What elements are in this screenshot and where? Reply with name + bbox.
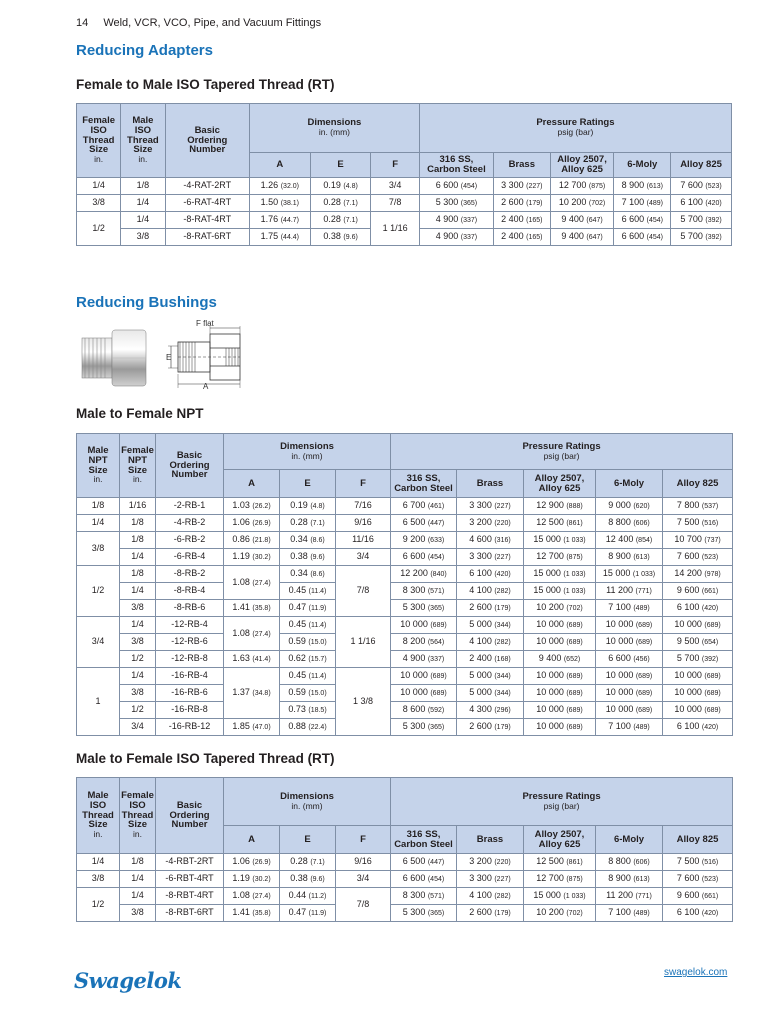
cell-dim-f: 1 1/16 [371, 212, 419, 246]
cell-pressure-316ss: 8 300 (571) [391, 583, 457, 600]
cell-pressure-316ss: 10 000 (689) [391, 685, 457, 702]
cell-pressure-316ss: 9 200 (633) [391, 532, 457, 549]
table-row [77, 702, 733, 719]
cell-dim-a: 1.75 (44.4) [249, 229, 310, 246]
cell-pressure-6-moly: 11 200 (771) [596, 888, 663, 905]
cell-dim-e: 0.47 (11.9) [280, 905, 336, 922]
cell-pressure-alloy-825: 10 000 (689) [663, 702, 733, 719]
cell-pressure-6-moly: 8 900 (613) [614, 178, 671, 195]
cell-pressure-6-moly: 10 000 (689) [596, 634, 663, 651]
table-row [77, 532, 733, 549]
cell-pressure-6-moly: 6 600 (454) [614, 229, 671, 246]
cell-ordering-number: -8-RB-2 [156, 566, 224, 583]
cell-pressure-6-moly: 7 100 (489) [596, 905, 663, 922]
table-male-to-female-iso [76, 777, 733, 922]
header-dim-f: F [336, 826, 391, 854]
cell-ordering-number: -8-RBT-6RT [156, 905, 224, 922]
cell-pressure-6-moly: 6 600 (454) [614, 212, 671, 229]
cell-male-size: 1/8 [77, 498, 120, 515]
cell-dim-a: 1.19 (30.2) [224, 549, 280, 566]
header-6-moly: 6-Moly [596, 470, 663, 498]
cell-female-size: 1/4 [120, 668, 156, 685]
cell-pressure-alloy-825: 9 600 (661) [663, 888, 733, 905]
cell-female-size: 1/2 [77, 212, 121, 246]
cell-ordering-number: -4-RBT-2RT [156, 854, 224, 871]
cell-ordering-number: -8-RAT-6RT [165, 229, 249, 246]
cell-pressure-316ss: 5 300 (365) [391, 600, 457, 617]
swagelok-logo: Swagelok [74, 968, 182, 993]
cell-dim-e: 0.19 (4.8) [310, 178, 371, 195]
table-male-to-female-npt [76, 433, 733, 736]
cell-ordering-number: -8-RBT-4RT [156, 888, 224, 905]
cell-dim-f: 3/4 [371, 178, 419, 195]
cell-dim-e: 0.38 (9.6) [280, 871, 336, 888]
cell-pressure-alloy-2507: 10 000 (689) [524, 668, 596, 685]
cell-male-size: 1/8 [121, 178, 165, 195]
header-316ss: 316 SS, Carbon Steel [391, 826, 457, 854]
cell-female-size: 1/8 [120, 854, 156, 871]
cell-pressure-316ss: 5 300 (365) [391, 905, 457, 922]
cell-dim-f: 11/16 [336, 532, 391, 549]
bushing-drawing [168, 326, 240, 388]
cell-female-size: 1/8 [120, 515, 156, 532]
page-number: 14 [76, 17, 89, 29]
cell-pressure-316ss: 6 600 (454) [419, 178, 493, 195]
cell-pressure-alloy-2507: 9 400 (652) [524, 651, 596, 668]
cell-pressure-brass: 2 600 (179) [457, 600, 524, 617]
cell-dim-e: 0.45 (11.4) [280, 583, 336, 600]
table-row [77, 905, 733, 922]
cell-pressure-brass: 2 400 (165) [494, 212, 551, 229]
cell-pressure-6-moly: 10 000 (689) [596, 668, 663, 685]
table-row [77, 888, 733, 905]
cell-dim-a: 1.50 (38.1) [249, 195, 310, 212]
section-title-reducing-adapters: Reducing Adapters [76, 42, 213, 59]
cell-pressure-brass: 2 600 (179) [457, 905, 524, 922]
table-row [77, 515, 733, 532]
cell-pressure-brass: 2 400 (168) [457, 651, 524, 668]
cell-dim-a: 1.19 (30.2) [224, 871, 280, 888]
cell-female-size: 3/8 [77, 195, 121, 212]
cell-dim-f: 9/16 [336, 854, 391, 871]
cell-dim-e: 0.59 (15.0) [280, 634, 336, 651]
cell-pressure-316ss: 5 300 (365) [391, 719, 457, 736]
cell-ordering-number: -16-RB-4 [156, 668, 224, 685]
cell-pressure-316ss: 12 200 (840) [391, 566, 457, 583]
bushing-photo [82, 330, 146, 386]
cell-pressure-alloy-825: 7 600 (523) [663, 871, 733, 888]
a-label: A [203, 382, 209, 390]
cell-dim-f: 9/16 [336, 515, 391, 532]
header-dim-a: A [224, 826, 280, 854]
cell-pressure-6-moly: 7 100 (489) [596, 719, 663, 736]
cell-ordering-number: -12-RB-8 [156, 651, 224, 668]
cell-pressure-316ss: 6 500 (447) [391, 854, 457, 871]
cell-pressure-alloy-825: 7 500 (516) [663, 515, 733, 532]
cell-pressure-6-moly: 8 800 (606) [596, 854, 663, 871]
cell-female-size: 1/4 [120, 583, 156, 600]
cell-pressure-alloy-2507: 10 000 (689) [524, 634, 596, 651]
header-316ss: 316 SS, Carbon Steel [419, 153, 493, 178]
cell-pressure-6-moly: 10 000 (689) [596, 702, 663, 719]
table-row [77, 566, 733, 583]
cell-female-size: 3/8 [120, 905, 156, 922]
cell-pressure-alloy-825: 9 600 (661) [663, 583, 733, 600]
cell-female-size: 1/4 [120, 871, 156, 888]
cell-pressure-6-moly: 8 900 (613) [596, 549, 663, 566]
cell-pressure-alloy-825: 10 700 (737) [663, 532, 733, 549]
cell-pressure-brass: 3 300 (227) [457, 871, 524, 888]
cell-pressure-alloy-825: 10 000 (689) [663, 668, 733, 685]
cell-dim-e: 0.59 (15.0) [280, 685, 336, 702]
cell-pressure-alloy-2507: 12 500 (861) [524, 515, 596, 532]
cell-male-size: 1 [77, 668, 120, 736]
cell-male-size: 3/8 [77, 532, 120, 566]
table-row [77, 498, 733, 515]
cell-dim-e: 0.38 (9.6) [280, 549, 336, 566]
cell-dim-a: 1.08 (27.4) [224, 566, 280, 600]
cell-ordering-number: -6-RAT-4RT [165, 195, 249, 212]
cell-pressure-6-moly: 6 600 (456) [596, 651, 663, 668]
cell-pressure-alloy-825: 6 100 (420) [663, 719, 733, 736]
header-female-size: Female NPT Size in. [120, 434, 156, 498]
header-dim-f: F [371, 153, 419, 178]
cell-pressure-alloy-825: 5 700 (392) [663, 651, 733, 668]
cell-dim-a: 1.08 (27.4) [224, 888, 280, 905]
cell-pressure-alloy-2507: 12 700 (875) [550, 178, 614, 195]
cell-male-size: 1/4 [121, 195, 165, 212]
table-row [77, 685, 733, 702]
cell-pressure-316ss: 8 200 (564) [391, 634, 457, 651]
cell-dim-a: 1.06 (26.9) [224, 854, 280, 871]
cell-dim-a: 1.76 (44.7) [249, 212, 310, 229]
header-ordering-number: Basic Ordering Number [156, 434, 224, 498]
header-male-size: Male NPT Size in. [77, 434, 120, 498]
header-alloy-825: Alloy 825 [663, 826, 733, 854]
cell-pressure-6-moly: 8 800 (606) [596, 515, 663, 532]
header-alloy-2507: Alloy 2507, Alloy 625 [524, 826, 596, 854]
cell-dim-e: 0.62 (15.7) [280, 651, 336, 668]
header-6-moly: 6-Moly [596, 826, 663, 854]
cell-pressure-316ss: 10 000 (689) [391, 617, 457, 634]
cell-pressure-alloy-2507: 9 400 (647) [550, 212, 614, 229]
table-row [77, 617, 733, 634]
cell-ordering-number: -6-RB-2 [156, 532, 224, 549]
cell-pressure-brass: 4 300 (296) [457, 702, 524, 719]
cell-male-size: 1/4 [77, 515, 120, 532]
cell-dim-f: 7/8 [371, 195, 419, 212]
cell-ordering-number: -6-RB-4 [156, 549, 224, 566]
cell-pressure-alloy-2507: 10 000 (689) [524, 685, 596, 702]
cell-pressure-alloy-825: 7 500 (516) [663, 854, 733, 871]
header-female-size: Female ISO Thread Size in. [77, 104, 121, 178]
f-flat-label: F flat [196, 319, 214, 328]
cell-pressure-brass: 4 100 (282) [457, 888, 524, 905]
cell-dim-e: 0.44 (11.2) [280, 888, 336, 905]
cell-pressure-316ss: 6 600 (454) [391, 871, 457, 888]
cell-male-size: 1/4 [77, 854, 120, 871]
table-row [77, 719, 733, 736]
header-alloy-825: Alloy 825 [671, 153, 732, 178]
header-dimensions: Dimensions in. (mm) [249, 104, 419, 153]
cell-pressure-316ss: 6 700 (461) [391, 498, 457, 515]
cell-pressure-6-moly: 9 000 (620) [596, 498, 663, 515]
e-label: E [166, 353, 172, 362]
page-header [76, 17, 321, 29]
cell-pressure-6-moly: 7 100 (489) [596, 600, 663, 617]
header-6-moly: 6-Moly [614, 153, 671, 178]
table-row [77, 651, 733, 668]
cell-pressure-brass: 5 000 (344) [457, 668, 524, 685]
cell-dim-a: 0.86 (21.8) [224, 532, 280, 549]
cell-pressure-alloy-825: 7 600 (523) [663, 549, 733, 566]
header-male-size: Male ISO Thread Size in. [77, 778, 120, 854]
cell-pressure-alloy-2507: 12 700 (875) [524, 871, 596, 888]
cell-female-size: 3/4 [120, 719, 156, 736]
cell-pressure-alloy-825: 10 000 (689) [663, 617, 733, 634]
header-dim-a: A [224, 470, 280, 498]
table-title-female-to-male-iso: Female to Male ISO Tapered Thread (RT) [76, 77, 335, 92]
cell-pressure-alloy-825: 6 100 (420) [663, 600, 733, 617]
cell-pressure-6-moly: 11 200 (771) [596, 583, 663, 600]
cell-pressure-alloy-2507: 9 400 (647) [550, 229, 614, 246]
cell-dim-a: 1.06 (26.9) [224, 515, 280, 532]
cell-dim-f: 7/16 [336, 498, 391, 515]
cell-pressure-6-moly: 12 400 (854) [596, 532, 663, 549]
header-dimensions: Dimensions in. (mm) [224, 434, 391, 470]
cell-pressure-alloy-2507: 10 000 (689) [524, 617, 596, 634]
header-brass: Brass [457, 470, 524, 498]
cell-dim-e: 0.38 (9.6) [310, 229, 371, 246]
table-row [77, 178, 732, 195]
cell-pressure-alloy-2507: 10 000 (689) [524, 702, 596, 719]
cell-pressure-brass: 3 300 (227) [494, 178, 551, 195]
cell-dim-f: 1 3/8 [336, 668, 391, 736]
cell-pressure-alloy-2507: 10 200 (702) [550, 195, 614, 212]
cell-pressure-6-moly: 10 000 (689) [596, 617, 663, 634]
header-pressure-ratings: Pressure Ratings psig (bar) [391, 778, 733, 826]
cell-pressure-316ss: 4 900 (337) [391, 651, 457, 668]
cell-male-size: 1/2 [77, 888, 120, 922]
cell-pressure-brass: 2 600 (179) [457, 719, 524, 736]
cell-pressure-316ss: 10 000 (689) [391, 668, 457, 685]
running-title: Weld, VCR, VCO, Pipe, and Vacuum Fittings [103, 17, 322, 29]
header-alloy-2507: Alloy 2507, Alloy 625 [550, 153, 614, 178]
cell-pressure-brass: 4 100 (282) [457, 634, 524, 651]
header-male-size: Male ISO Thread Size in. [121, 104, 165, 178]
table-row [77, 668, 733, 685]
cell-female-size: 3/8 [120, 600, 156, 617]
cell-pressure-316ss: 4 900 (337) [419, 229, 493, 246]
cell-female-size: 1/4 [120, 549, 156, 566]
table-title-male-to-female-iso: Male to Female ISO Tapered Thread (RT) [76, 751, 335, 766]
cell-pressure-alloy-2507: 10 200 (702) [524, 600, 596, 617]
header-dim-a: A [249, 153, 310, 178]
header-brass: Brass [494, 153, 551, 178]
cell-female-size: 1/8 [120, 566, 156, 583]
cell-pressure-6-moly: 15 000 (1 033) [596, 566, 663, 583]
cell-dim-a: 1.37 (34.8) [224, 668, 280, 719]
cell-pressure-alloy-2507: 15 000 (1 033) [524, 566, 596, 583]
cell-pressure-brass: 2 600 (179) [494, 195, 551, 212]
cell-female-size: 1/8 [120, 532, 156, 549]
cell-male-size: 3/8 [121, 229, 165, 246]
cell-pressure-alloy-825: 7 800 (537) [663, 498, 733, 515]
cell-dim-a: 1.41 (35.8) [224, 905, 280, 922]
cell-pressure-6-moly: 10 000 (689) [596, 685, 663, 702]
cell-male-size: 1/4 [121, 212, 165, 229]
cell-dim-e: 0.34 (8.6) [280, 532, 336, 549]
cell-dim-e: 0.28 (7.1) [280, 854, 336, 871]
header-alloy-825: Alloy 825 [663, 470, 733, 498]
cell-dim-e: 0.45 (11.4) [280, 617, 336, 634]
header-pressure-ratings: Pressure Ratings psig (bar) [419, 104, 731, 153]
table-row [77, 195, 732, 212]
reducing-bushing-diagram [78, 318, 248, 390]
section-title-reducing-bushings: Reducing Bushings [76, 294, 217, 311]
header-ordering-number: Basic Ordering Number [165, 104, 249, 178]
cell-ordering-number: -16-RB-8 [156, 702, 224, 719]
cell-pressure-alloy-2507: 10 200 (702) [524, 905, 596, 922]
cell-pressure-alloy-2507: 12 900 (888) [524, 498, 596, 515]
header-pressure-ratings: Pressure Ratings psig (bar) [391, 434, 733, 470]
cell-female-size: 1/2 [120, 651, 156, 668]
cell-female-size: 1/4 [120, 617, 156, 634]
cell-ordering-number: -8-RB-6 [156, 600, 224, 617]
table-row [77, 212, 732, 229]
cell-pressure-alloy-825: 5 700 (392) [671, 212, 732, 229]
header-ordering-number: Basic Ordering Number [156, 778, 224, 854]
header-dim-e: E [280, 470, 336, 498]
cell-pressure-alloy-2507: 15 000 (1 033) [524, 532, 596, 549]
cell-dim-e: 0.28 (7.1) [310, 195, 371, 212]
cell-dim-f: 3/4 [336, 549, 391, 566]
cell-ordering-number: -8-RAT-4RT [165, 212, 249, 229]
cell-dim-f: 7/8 [336, 566, 391, 617]
cell-male-size: 3/8 [77, 871, 120, 888]
table-title-male-to-female-npt: Male to Female NPT [76, 406, 204, 421]
cell-pressure-alloy-2507: 15 000 (1 033) [524, 888, 596, 905]
cell-dim-e: 0.28 (7.1) [280, 515, 336, 532]
cell-dim-e: 0.45 (11.4) [280, 668, 336, 685]
cell-pressure-alloy-825: 14 200 (978) [663, 566, 733, 583]
cell-pressure-alloy-2507: 15 000 (1 033) [524, 583, 596, 600]
cell-male-size: 1/2 [77, 566, 120, 617]
cell-dim-e: 0.47 (11.9) [280, 600, 336, 617]
header-female-size: Female ISO Thread Size in. [120, 778, 156, 854]
cell-pressure-316ss: 5 300 (365) [419, 195, 493, 212]
cell-pressure-alloy-825: 9 500 (654) [663, 634, 733, 651]
cell-pressure-brass: 4 600 (316) [457, 532, 524, 549]
cell-pressure-brass: 3 200 (220) [457, 854, 524, 871]
cell-ordering-number: -8-RB-4 [156, 583, 224, 600]
cell-pressure-316ss: 6 500 (447) [391, 515, 457, 532]
table-row [77, 549, 733, 566]
cell-dim-e: 0.28 (7.1) [310, 212, 371, 229]
header-dim-e: E [280, 826, 336, 854]
table-row [77, 600, 733, 617]
cell-female-size: 1/2 [120, 702, 156, 719]
cell-dim-a: 1.08 (27.4) [224, 617, 280, 651]
cell-pressure-316ss: 8 600 (592) [391, 702, 457, 719]
cell-dim-e: 0.73 (18.5) [280, 702, 336, 719]
cell-ordering-number: -16-RB-12 [156, 719, 224, 736]
header-dim-e: E [310, 153, 371, 178]
cell-dim-f: 1 1/16 [336, 617, 391, 668]
cell-pressure-alloy-825: 6 100 (420) [671, 195, 732, 212]
cell-ordering-number: -2-RB-1 [156, 498, 224, 515]
table-row [77, 634, 733, 651]
cell-pressure-316ss: 8 300 (571) [391, 888, 457, 905]
cell-pressure-alloy-2507: 12 700 (875) [524, 549, 596, 566]
cell-pressure-brass: 3 200 (220) [457, 515, 524, 532]
cell-ordering-number: -12-RB-4 [156, 617, 224, 634]
cell-dim-e: 0.34 (8.6) [280, 566, 336, 583]
cell-dim-a: 1.03 (26.2) [224, 498, 280, 515]
header-alloy-2507: Alloy 2507, Alloy 625 [524, 470, 596, 498]
cell-dim-f: 3/4 [336, 871, 391, 888]
cell-pressure-brass: 3 300 (227) [457, 498, 524, 515]
cell-pressure-316ss: 4 900 (337) [419, 212, 493, 229]
swagelok-link[interactable]: swagelok.com [664, 967, 728, 978]
table-row [77, 583, 733, 600]
cell-female-size: 1/16 [120, 498, 156, 515]
header-dim-f: F [336, 470, 391, 498]
cell-ordering-number: -4-RAT-2RT [165, 178, 249, 195]
cell-ordering-number: -6-RBT-4RT [156, 871, 224, 888]
cell-dim-a: 1.63 (41.4) [224, 651, 280, 668]
cell-female-size: 3/8 [120, 634, 156, 651]
cell-male-size: 3/4 [77, 617, 120, 668]
cell-dim-a: 1.41 (35.8) [224, 600, 280, 617]
cell-pressure-brass: 6 100 (420) [457, 566, 524, 583]
cell-dim-a: 1.26 (32.0) [249, 178, 310, 195]
cell-dim-a: 1.85 (47.0) [224, 719, 280, 736]
cell-pressure-316ss: 6 600 (454) [391, 549, 457, 566]
cell-pressure-alloy-825: 6 100 (420) [663, 905, 733, 922]
cell-pressure-alloy-825: 7 600 (523) [671, 178, 732, 195]
table-row [77, 854, 733, 871]
cell-female-size: 1/4 [120, 888, 156, 905]
cell-dim-f: 7/8 [336, 888, 391, 922]
cell-pressure-alloy-2507: 10 000 (689) [524, 719, 596, 736]
cell-pressure-brass: 5 000 (344) [457, 685, 524, 702]
cell-ordering-number: -12-RB-6 [156, 634, 224, 651]
table-reducing-adapters [76, 103, 732, 246]
cell-female-size: 1/4 [77, 178, 121, 195]
cell-dim-e: 0.19 (4.8) [280, 498, 336, 515]
header-316ss: 316 SS, Carbon Steel [391, 470, 457, 498]
cell-pressure-alloy-825: 5 700 (392) [671, 229, 732, 246]
cell-pressure-brass: 5 000 (344) [457, 617, 524, 634]
cell-pressure-alloy-825: 10 000 (689) [663, 685, 733, 702]
cell-ordering-number: -16-RB-6 [156, 685, 224, 702]
cell-pressure-brass: 3 300 (227) [457, 549, 524, 566]
header-brass: Brass [457, 826, 524, 854]
header-dimensions: Dimensions in. (mm) [224, 778, 391, 826]
cell-pressure-brass: 4 100 (282) [457, 583, 524, 600]
cell-pressure-brass: 2 400 (165) [494, 229, 551, 246]
cell-pressure-alloy-2507: 12 500 (861) [524, 854, 596, 871]
table-row [77, 871, 733, 888]
cell-pressure-6-moly: 8 900 (613) [596, 871, 663, 888]
cell-ordering-number: -4-RB-2 [156, 515, 224, 532]
cell-female-size: 3/8 [120, 685, 156, 702]
cell-pressure-6-moly: 7 100 (489) [614, 195, 671, 212]
cell-dim-e: 0.88 (22.4) [280, 719, 336, 736]
